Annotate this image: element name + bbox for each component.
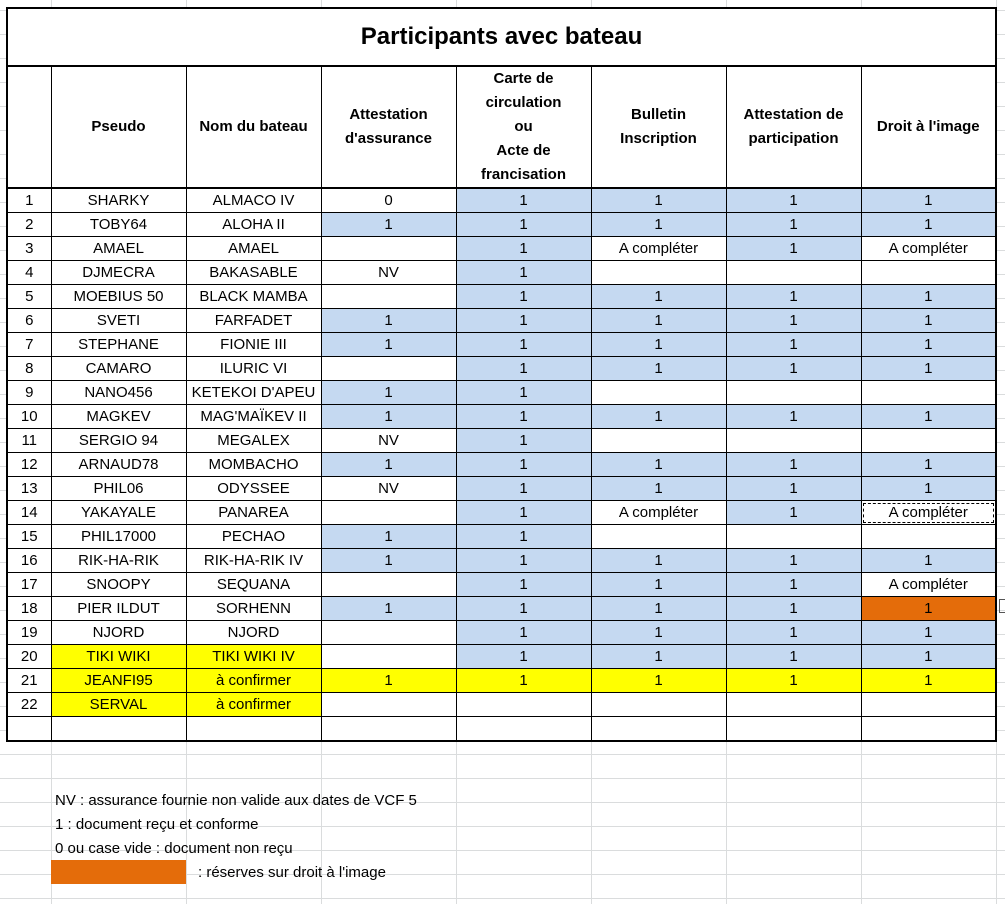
header-line: circulation	[485, 94, 562, 111]
cell-insurance[interactable]	[321, 717, 456, 742]
cell-row-number[interactable]: 13	[7, 477, 51, 501]
cell-row-number[interactable]: 17	[7, 573, 51, 597]
cell-participation[interactable]: 1	[726, 597, 861, 621]
cell-insurance[interactable]	[321, 285, 456, 309]
cell-row-number[interactable]: 22	[7, 693, 51, 717]
cell-pseudo[interactable]: SERGIO 94	[51, 429, 186, 453]
cell-boat-name[interactable]	[186, 717, 321, 742]
header-line: Droit à l'image	[876, 118, 980, 135]
table-row	[7, 237, 996, 261]
cell-row-number[interactable]	[7, 717, 51, 742]
cell-boat-name[interactable]: RIK-HA-RIK IV	[186, 549, 321, 573]
cell-boat-name[interactable]: BAKASABLE	[186, 261, 321, 285]
cell-boat-name[interactable]: SORHENN	[186, 597, 321, 621]
cell-navigation-card[interactable]: 1	[456, 213, 591, 237]
cell-image-rights[interactable]: A compléter	[861, 237, 996, 261]
cell-navigation-card[interactable]: 1	[456, 309, 591, 333]
cell-boat-name[interactable]: FIONIE III	[186, 333, 321, 357]
cell-participation[interactable]: 1	[726, 333, 861, 357]
cell-pseudo[interactable]: ARNAUD78	[51, 453, 186, 477]
cell-participation[interactable]: 1	[726, 621, 861, 645]
header-boat-name[interactable]	[186, 66, 321, 188]
cell-row-number[interactable]: 12	[7, 453, 51, 477]
cell-navigation-card[interactable]: 1	[456, 573, 591, 597]
cell-image-rights[interactable]: 1	[861, 597, 996, 621]
header-line: francisation	[480, 166, 567, 183]
header-line: Inscription	[620, 130, 697, 147]
header-line: Attestation de	[743, 106, 844, 123]
cell-registration-form[interactable]: 1	[591, 477, 726, 501]
table-row	[7, 621, 996, 645]
cell-registration-form[interactable]: 1	[591, 669, 726, 693]
cell-image-rights[interactable]: 1	[861, 645, 996, 669]
cell-participation[interactable]: 1	[726, 453, 861, 477]
cell-insurance[interactable]	[321, 501, 456, 525]
cell-insurance[interactable]: 1	[321, 453, 456, 477]
legend-orange-swatch[interactable]	[51, 860, 186, 884]
cell-pseudo[interactable]: SERVAL	[51, 693, 186, 717]
table-row	[7, 573, 996, 597]
cell-registration-form[interactable]: 1	[591, 549, 726, 573]
cell-image-rights[interactable]	[861, 693, 996, 717]
cell-participation[interactable]: 1	[726, 573, 861, 597]
cell-registration-form[interactable]: A compléter	[591, 237, 726, 261]
cell-navigation-card[interactable]: 1	[456, 453, 591, 477]
cell-insurance[interactable]	[321, 573, 456, 597]
cell-registration-form[interactable]	[591, 693, 726, 717]
cell-registration-form[interactable]: 1	[591, 333, 726, 357]
cell-registration-form[interactable]: 1	[591, 188, 726, 213]
cell-registration-form[interactable]: 1	[591, 405, 726, 429]
table-row	[7, 501, 996, 525]
cell-pseudo[interactable]: RIK-HA-RIK	[51, 549, 186, 573]
cell-participation[interactable]: 1	[726, 501, 861, 525]
cell-image-rights[interactable]: 1	[861, 549, 996, 573]
table-body	[7, 188, 996, 741]
header-line: participation	[748, 130, 839, 147]
cell-insurance[interactable]: 1	[321, 549, 456, 573]
cell-pseudo[interactable]: NJORD	[51, 621, 186, 645]
cell-insurance[interactable]: 1	[321, 597, 456, 621]
cell-boat-name[interactable]: AMAEL	[186, 237, 321, 261]
cell-boat-name[interactable]: BLACK MAMBA	[186, 285, 321, 309]
cell-boat-name[interactable]: ILURIC VI	[186, 357, 321, 381]
cell-image-rights[interactable]	[861, 717, 996, 742]
cell-registration-form[interactable]	[591, 381, 726, 405]
cell-registration-form[interactable]: 1	[591, 213, 726, 237]
table-row	[7, 309, 996, 333]
cell-row-number[interactable]: 7	[7, 333, 51, 357]
table-row	[7, 597, 996, 621]
cell-boat-name[interactable]: ALMACO IV	[186, 188, 321, 213]
cell-image-rights[interactable]: 1	[861, 621, 996, 645]
cell-participation[interactable]: 1	[726, 549, 861, 573]
cell-registration-form[interactable]	[591, 429, 726, 453]
cell-boat-name[interactable]: TIKI WIKI IV	[186, 645, 321, 669]
table-row	[7, 405, 996, 429]
table-row	[7, 429, 996, 453]
header-line: Carte de	[493, 70, 554, 87]
cell-registration-form[interactable]: A compléter	[591, 501, 726, 525]
cell-navigation-card[interactable]: 1	[456, 333, 591, 357]
table-row	[7, 525, 996, 549]
cell-pseudo[interactable]: SVETI	[51, 309, 186, 333]
table-row	[7, 213, 996, 237]
header-line: d'assurance	[345, 130, 432, 147]
cell-image-rights[interactable]: 1	[861, 333, 996, 357]
cell-participation[interactable]	[726, 525, 861, 549]
cell-navigation-card[interactable]: 1	[456, 285, 591, 309]
cell-pseudo[interactable]: CAMARO	[51, 357, 186, 381]
cell-registration-form[interactable]: 1	[591, 453, 726, 477]
cell-participation[interactable]: 1	[726, 285, 861, 309]
cell-pseudo[interactable]: DJMECRA	[51, 261, 186, 285]
cell-insurance[interactable]: 1	[321, 669, 456, 693]
legend-zero[interactable]: 0 ou case vide : document non reçu	[55, 840, 293, 857]
cell-image-rights[interactable]: A compléter	[861, 501, 996, 525]
cell-pseudo[interactable]: STEPHANE	[51, 333, 186, 357]
cell-registration-form[interactable]: 1	[591, 597, 726, 621]
cell-participation[interactable]: 1	[726, 188, 861, 213]
cell-insurance[interactable]	[321, 693, 456, 717]
cell-insurance[interactable]	[321, 621, 456, 645]
table-row	[7, 717, 996, 742]
cell-boat-name[interactable]: SEQUANA	[186, 573, 321, 597]
cell-row-number[interactable]: 21	[7, 669, 51, 693]
cell-registration-form[interactable]	[591, 525, 726, 549]
cell-boat-name[interactable]: à confirmer	[186, 693, 321, 717]
cell-boat-name[interactable]: MOMBACHO	[186, 453, 321, 477]
cell-row-number[interactable]: 4	[7, 261, 51, 285]
cell-image-rights[interactable]	[861, 429, 996, 453]
cell-image-rights[interactable]: A compléter	[861, 573, 996, 597]
cell-row-number[interactable]: 18	[7, 597, 51, 621]
cell-row-number[interactable]: 20	[7, 645, 51, 669]
table-row	[7, 477, 996, 501]
header-line: Pseudo	[91, 118, 146, 135]
cell-row-number[interactable]: 9	[7, 381, 51, 405]
cell-image-rights[interactable]: 1	[861, 477, 996, 501]
cell-registration-form[interactable]: 1	[591, 573, 726, 597]
header-line: Acte de	[496, 142, 551, 159]
cell-boat-name[interactable]: MEGALEX	[186, 429, 321, 453]
cell-insurance[interactable]	[321, 357, 456, 381]
cell-row-number[interactable]: 11	[7, 429, 51, 453]
cell-pseudo[interactable]: TOBY64	[51, 213, 186, 237]
cell-participation[interactable]	[726, 717, 861, 742]
cell-row-number[interactable]: 16	[7, 549, 51, 573]
legend-orange[interactable]: : réserves sur droit à l'image	[198, 864, 386, 881]
cell-image-rights[interactable]: 1	[861, 405, 996, 429]
table-row	[7, 261, 996, 285]
cell-boat-name[interactable]: ODYSSEE	[186, 477, 321, 501]
cell-navigation-card[interactable]: 1	[456, 669, 591, 693]
cell-registration-form[interactable]: 1	[591, 285, 726, 309]
table-title[interactable]: Participants avec bateau	[7, 8, 996, 66]
cell-pseudo[interactable]	[51, 717, 186, 742]
table-row	[7, 669, 996, 693]
cell-navigation-card[interactable]: 1	[456, 477, 591, 501]
cell-participation[interactable]: 1	[726, 645, 861, 669]
cell-pseudo[interactable]: YAKAYALE	[51, 501, 186, 525]
cell-navigation-card[interactable]: 1	[456, 621, 591, 645]
cell-insurance[interactable]: 1	[321, 213, 456, 237]
cell-image-rights[interactable]	[861, 525, 996, 549]
cell-registration-form[interactable]: 1	[591, 309, 726, 333]
table-row	[7, 453, 996, 477]
cell-navigation-card[interactable]: 1	[456, 597, 591, 621]
header-num[interactable]	[7, 66, 51, 188]
cell-image-rights[interactable]: 1	[861, 357, 996, 381]
cell-image-rights[interactable]: 1	[861, 453, 996, 477]
cell-row-number[interactable]: 14	[7, 501, 51, 525]
cell-navigation-card[interactable]: 1	[456, 357, 591, 381]
cell-participation[interactable]: 1	[726, 477, 861, 501]
cell-insurance[interactable]: NV	[321, 429, 456, 453]
cell-row-number[interactable]: 1	[7, 188, 51, 213]
participants-table	[6, 7, 997, 742]
cell-participation[interactable]: 1	[726, 405, 861, 429]
cell-navigation-card[interactable]: 1	[456, 381, 591, 405]
legend-one[interactable]: 1 : document reçu et conforme	[55, 816, 259, 833]
cell-navigation-card[interactable]: 1	[456, 525, 591, 549]
cell-image-rights[interactable]: 1	[861, 669, 996, 693]
cell-pseudo[interactable]: MAGKEV	[51, 405, 186, 429]
cell-insurance[interactable]: NV	[321, 261, 456, 285]
header-registration-form[interactable]	[591, 66, 726, 188]
cell-pseudo[interactable]: JEANFI95	[51, 669, 186, 693]
cell-pseudo[interactable]: PHIL17000	[51, 525, 186, 549]
header-image-rights[interactable]	[861, 66, 996, 188]
cell-insurance[interactable]	[321, 237, 456, 261]
header-pseudo[interactable]	[51, 66, 186, 188]
header-line: ou	[514, 118, 533, 135]
cell-navigation-card[interactable]	[456, 693, 591, 717]
cell-navigation-card[interactable]	[456, 717, 591, 742]
cell-registration-form[interactable]: 1	[591, 645, 726, 669]
cell-pseudo[interactable]: SNOOPY	[51, 573, 186, 597]
cell-insurance[interactable]: 1	[321, 309, 456, 333]
cell-boat-name[interactable]: KETEKOI D'APEU	[186, 381, 321, 405]
cell-navigation-card[interactable]: 1	[456, 429, 591, 453]
cell-boat-name[interactable]: PANAREA	[186, 501, 321, 525]
cell-insurance[interactable]: NV	[321, 477, 456, 501]
cell-image-rights[interactable]: 1	[861, 213, 996, 237]
cell-resize-handle[interactable]	[999, 599, 1005, 613]
cell-participation[interactable]	[726, 693, 861, 717]
cell-insurance[interactable]	[321, 645, 456, 669]
cell-image-rights[interactable]: 1	[861, 188, 996, 213]
legend-nv[interactable]: NV : assurance fournie non valide aux dates de VCF 5	[55, 792, 417, 809]
cell-image-rights[interactable]	[861, 261, 996, 285]
cell-navigation-card[interactable]: 1	[456, 645, 591, 669]
cell-image-rights[interactable]: 1	[861, 285, 996, 309]
cell-participation[interactable]: 1	[726, 669, 861, 693]
cell-pseudo[interactable]: NANO456	[51, 381, 186, 405]
cell-pseudo[interactable]: SHARKY	[51, 188, 186, 213]
header-navigation-card[interactable]	[456, 66, 591, 188]
header-line: Bulletin	[631, 106, 686, 123]
cell-image-rights[interactable]	[861, 381, 996, 405]
cell-row-number[interactable]: 3	[7, 237, 51, 261]
cell-pseudo[interactable]: TIKI WIKI	[51, 645, 186, 669]
cell-insurance[interactable]: 1	[321, 333, 456, 357]
table-row	[7, 285, 996, 309]
header-participation[interactable]	[726, 66, 861, 188]
cell-row-number[interactable]: 19	[7, 621, 51, 645]
cell-boat-name[interactable]: ALOHA II	[186, 213, 321, 237]
cell-participation[interactable]	[726, 261, 861, 285]
cell-participation[interactable]	[726, 381, 861, 405]
cell-participation[interactable]: 1	[726, 237, 861, 261]
cell-row-number[interactable]: 5	[7, 285, 51, 309]
table-row	[7, 381, 996, 405]
cell-registration-form[interactable]: 1	[591, 621, 726, 645]
header-row	[7, 66, 996, 188]
table-row	[7, 333, 996, 357]
cell-participation[interactable]: 1	[726, 213, 861, 237]
header-line: Nom du bateau	[199, 118, 308, 135]
cell-insurance[interactable]: 1	[321, 381, 456, 405]
header-line: Attestation	[349, 106, 428, 123]
cell-pseudo[interactable]: MOEBIUS 50	[51, 285, 186, 309]
cell-boat-name[interactable]: PECHAO	[186, 525, 321, 549]
cell-navigation-card[interactable]: 1	[456, 549, 591, 573]
cell-pseudo[interactable]: PIER ILDUT	[51, 597, 186, 621]
cell-registration-form[interactable]	[591, 261, 726, 285]
cell-boat-name[interactable]: à confirmer	[186, 669, 321, 693]
cell-participation[interactable]	[726, 429, 861, 453]
cell-participation[interactable]: 1	[726, 309, 861, 333]
cell-row-number[interactable]: 6	[7, 309, 51, 333]
cell-registration-form[interactable]	[591, 717, 726, 742]
cell-boat-name[interactable]: MAG'MAÏKEV II	[186, 405, 321, 429]
cell-navigation-card[interactable]: 1	[456, 237, 591, 261]
table-row	[7, 357, 996, 381]
table-row	[7, 549, 996, 573]
cell-navigation-card[interactable]: 1	[456, 188, 591, 213]
header-insurance[interactable]	[321, 66, 456, 188]
cell-insurance[interactable]: 1	[321, 405, 456, 429]
cell-registration-form[interactable]: 1	[591, 357, 726, 381]
cell-pseudo[interactable]: AMAEL	[51, 237, 186, 261]
table-row	[7, 693, 996, 717]
cell-navigation-card[interactable]: 1	[456, 261, 591, 285]
cell-insurance[interactable]: 0	[321, 188, 456, 213]
cell-boat-name[interactable]: FARFADET	[186, 309, 321, 333]
cell-row-number[interactable]: 8	[7, 357, 51, 381]
cell-navigation-card[interactable]: 1	[456, 501, 591, 525]
cell-row-number[interactable]: 10	[7, 405, 51, 429]
cell-navigation-card[interactable]: 1	[456, 405, 591, 429]
table-row	[7, 645, 996, 669]
cell-row-number[interactable]: 15	[7, 525, 51, 549]
cell-row-number[interactable]: 2	[7, 213, 51, 237]
cell-boat-name[interactable]: NJORD	[186, 621, 321, 645]
cell-insurance[interactable]: 1	[321, 525, 456, 549]
cell-pseudo[interactable]: PHIL06	[51, 477, 186, 501]
table-row	[7, 188, 996, 213]
cell-image-rights[interactable]: 1	[861, 309, 996, 333]
cell-participation[interactable]: 1	[726, 357, 861, 381]
